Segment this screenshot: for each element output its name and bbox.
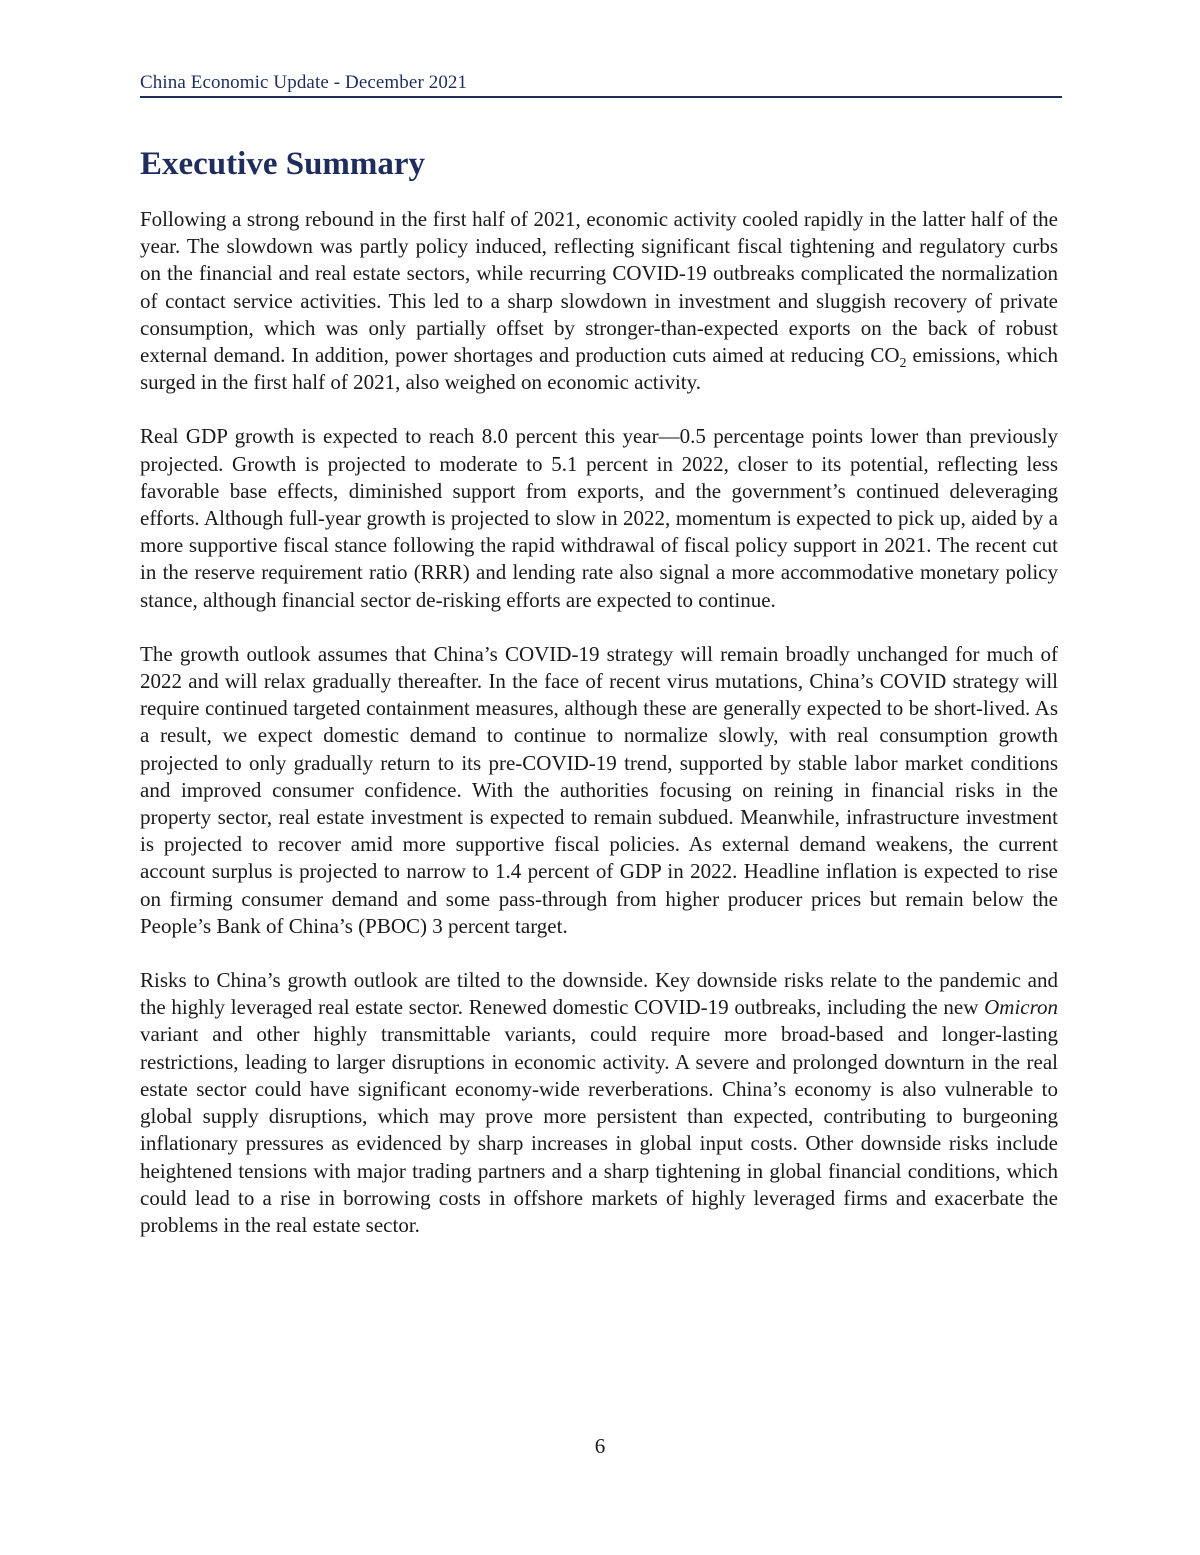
running-header-title: China Economic Update - December 2021 [140, 72, 468, 93]
page-title: Executive Summary [140, 146, 426, 182]
body-text [140, 206, 1058, 1266]
paragraph-4 [140, 967, 1058, 1239]
running-header [140, 72, 1062, 98]
page-number: 6 [594, 1434, 606, 1458]
paragraph-1 [140, 206, 1058, 396]
paragraph-1-text-a: Following a strong rebound in the first half of 2021, economic activity cooled rapidly in the latter half of the year. The slowdown was partly policy induced, reflecting significant fiscal tightening and regulatory curbs on the financial and real estate sectors, while recurring COVID-19 outbreaks complicated the normalization of contact service activities. This led to a sharp slowdown in investment and sluggish recovery of private consumption, which was only partially offset by stronger-than-expected exports on the back of robust external demand. In addition, power shortages and production cuts aimed at reducing CO [140, 207, 1058, 368]
paragraph-2: Real GDP growth is expected to reach 8.0 percent this year—0.5 percentage points lower than previously projected. Growth is projected to moderate to 5.1 percent in 2022, closer to its potential, reflecting less favorable base effects, diminished support from exports, and the government’s continued deleveraging efforts. Although full-year growth is projected to slow in 2022, momentum is expected to pick up, aided by a more supportive fiscal stance following the rapid withdrawal of fiscal policy support in 2021. The recent cut in the reserve requirement ratio (RRR) and lending rate also signal a more accommodative monetary policy stance, although financial sector de-risking efforts are expected to continue. [140, 424, 1058, 612]
paragraph-1-text-b: emissions, which surged in the first half of 2021, also weighed on economic activity. [140, 343, 1059, 395]
co2-subscript: 2 [899, 356, 907, 372]
paragraph-3: The growth outlook assumes that China’s COVID-19 strategy will remain broadly unchanged for much of 2022 and will relax gradually thereafter. In the face of recent virus mutations, China’s COVID strategy will require continued targeted containment measures, although these are generally expected to be short-lived. As a result, we expect domestic demand to continue to normalize slowly, with real consumption growth projected to only gradually return to its pre-COVID-19 trend, supported by stable labor market conditions and improved consumer confidence. With the authorities focusing on reining in financial risks in the property sector, real estate investment is expected to remain subdued. Meanwhile, infrastructure investment is projected to recover amid more supportive fiscal policies. As external demand weakens, the current account surplus is projected to narrow to 1.4 percent of GDP in 2022. Headline inflation is expected to rise on firming consumer demand and some pass-through from higher producer prices but remain below the People’s Bank of China’s (PBOC) 3 percent target. [140, 641, 1058, 938]
paragraph-4-text-a: Risks to China’s growth outlook are tilted to the downside. Key downside risks relate to the pandemic and the highly leveraged real estate sector. Renewed domestic COVID-19 outbreaks, including the new [140, 968, 1058, 1020]
omicron-italic: Omicron [984, 995, 1058, 1020]
paragraph-4-text-b: variant and other highly transmittable variants, could require more broad-based and longer-lasting restrictions, leading to larger disruptions in economic activity. A severe and prolonged downturn in the real estate sector could have significant economy-wide reverberations. China’s economy is also vulnerable to global supply disruptions, which may prove more persistent than expected, contributing to burgeoning inflationary pressures as evidenced by sharp increases in global input costs. Other downside risks include heightened tensions with major trading partners and a sharp tightening in global financial conditions, which could lead to a rise in borrowing costs in offshore markets of highly leveraged firms and exacerbate the problems in the real estate sector. [140, 1022, 1058, 1237]
